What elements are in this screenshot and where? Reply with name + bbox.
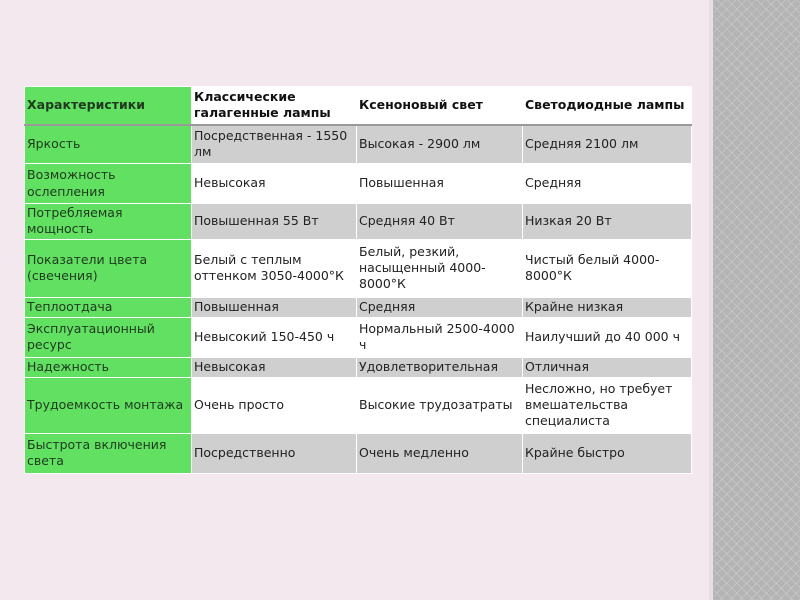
table-row bbox=[25, 204, 692, 240]
cell-led: Чистый белый 4000-8000°К bbox=[523, 239, 692, 297]
table-row bbox=[25, 377, 692, 433]
cell-xenon: Высокая - 2900 лм bbox=[357, 125, 523, 164]
header-row bbox=[25, 87, 692, 125]
row-label: Возможность ослепления bbox=[25, 164, 192, 204]
cell-led: Низкая 20 Вт bbox=[523, 204, 692, 240]
table-row bbox=[25, 297, 692, 317]
cell-halogen: Невысокий 150-450 ч bbox=[192, 317, 357, 357]
cell-xenon: Удовлетворительная bbox=[357, 357, 523, 377]
cell-halogen: Повышенная bbox=[192, 297, 357, 317]
row-label: Трудоемкость монтажа bbox=[25, 377, 192, 433]
cell-halogen: Невысокая bbox=[192, 357, 357, 377]
row-label: Яркость bbox=[25, 125, 192, 164]
cell-led: Наилучший до 40 000 ч bbox=[523, 317, 692, 357]
cell-halogen: Посредственная - 1550 лм bbox=[192, 125, 357, 164]
cell-halogen: Очень просто bbox=[192, 377, 357, 433]
cell-xenon: Нормальный 2500-4000 ч bbox=[357, 317, 523, 357]
table-row bbox=[25, 317, 692, 357]
cell-led: Средняя bbox=[523, 164, 692, 204]
cell-halogen: Повышенная 55 Вт bbox=[192, 204, 357, 240]
row-label: Теплоотдача bbox=[25, 297, 192, 317]
table-row bbox=[25, 357, 692, 377]
cell-led: Крайне низкая bbox=[523, 297, 692, 317]
cell-xenon: Высокие трудозатраты bbox=[357, 377, 523, 433]
header-halogen: Классические галагенные лампы bbox=[192, 87, 357, 125]
cell-halogen: Невысокая bbox=[192, 164, 357, 204]
table-row bbox=[25, 125, 692, 164]
cell-xenon: Белый, резкий, насыщенный 4000-8000°К bbox=[357, 239, 523, 297]
row-label: Надежность bbox=[25, 357, 192, 377]
cell-xenon: Средняя 40 Вт bbox=[357, 204, 523, 240]
cell-led: Отличная bbox=[523, 357, 692, 377]
cell-led: Средняя 2100 лм bbox=[523, 125, 692, 164]
cell-led: Несложно, но требует вмешательства специалиста bbox=[523, 377, 692, 433]
row-label: Потребляемая мощность bbox=[25, 204, 192, 240]
row-label: Эксплуатационный ресурс bbox=[25, 317, 192, 357]
comparison-table bbox=[24, 86, 692, 474]
table-row bbox=[25, 164, 692, 204]
cell-led: Крайне быстро bbox=[523, 433, 692, 473]
cell-halogen: Белый с теплым оттенком 3050-4000°К bbox=[192, 239, 357, 297]
row-label: Показатели цвета (свечения) bbox=[25, 239, 192, 297]
cell-halogen: Посредственно bbox=[192, 433, 357, 473]
cell-xenon: Средняя bbox=[357, 297, 523, 317]
table-row bbox=[25, 433, 692, 473]
decorative-side-pattern bbox=[713, 0, 800, 600]
header-led: Светодиодные лампы bbox=[523, 87, 692, 125]
table-row bbox=[25, 239, 692, 297]
header-characteristics: Характеристики bbox=[25, 87, 192, 125]
cell-xenon: Очень медленно bbox=[357, 433, 523, 473]
header-xenon: Ксеноновый свет bbox=[357, 87, 523, 125]
cell-xenon: Повышенная bbox=[357, 164, 523, 204]
row-label: Быстрота включения света bbox=[25, 433, 192, 473]
